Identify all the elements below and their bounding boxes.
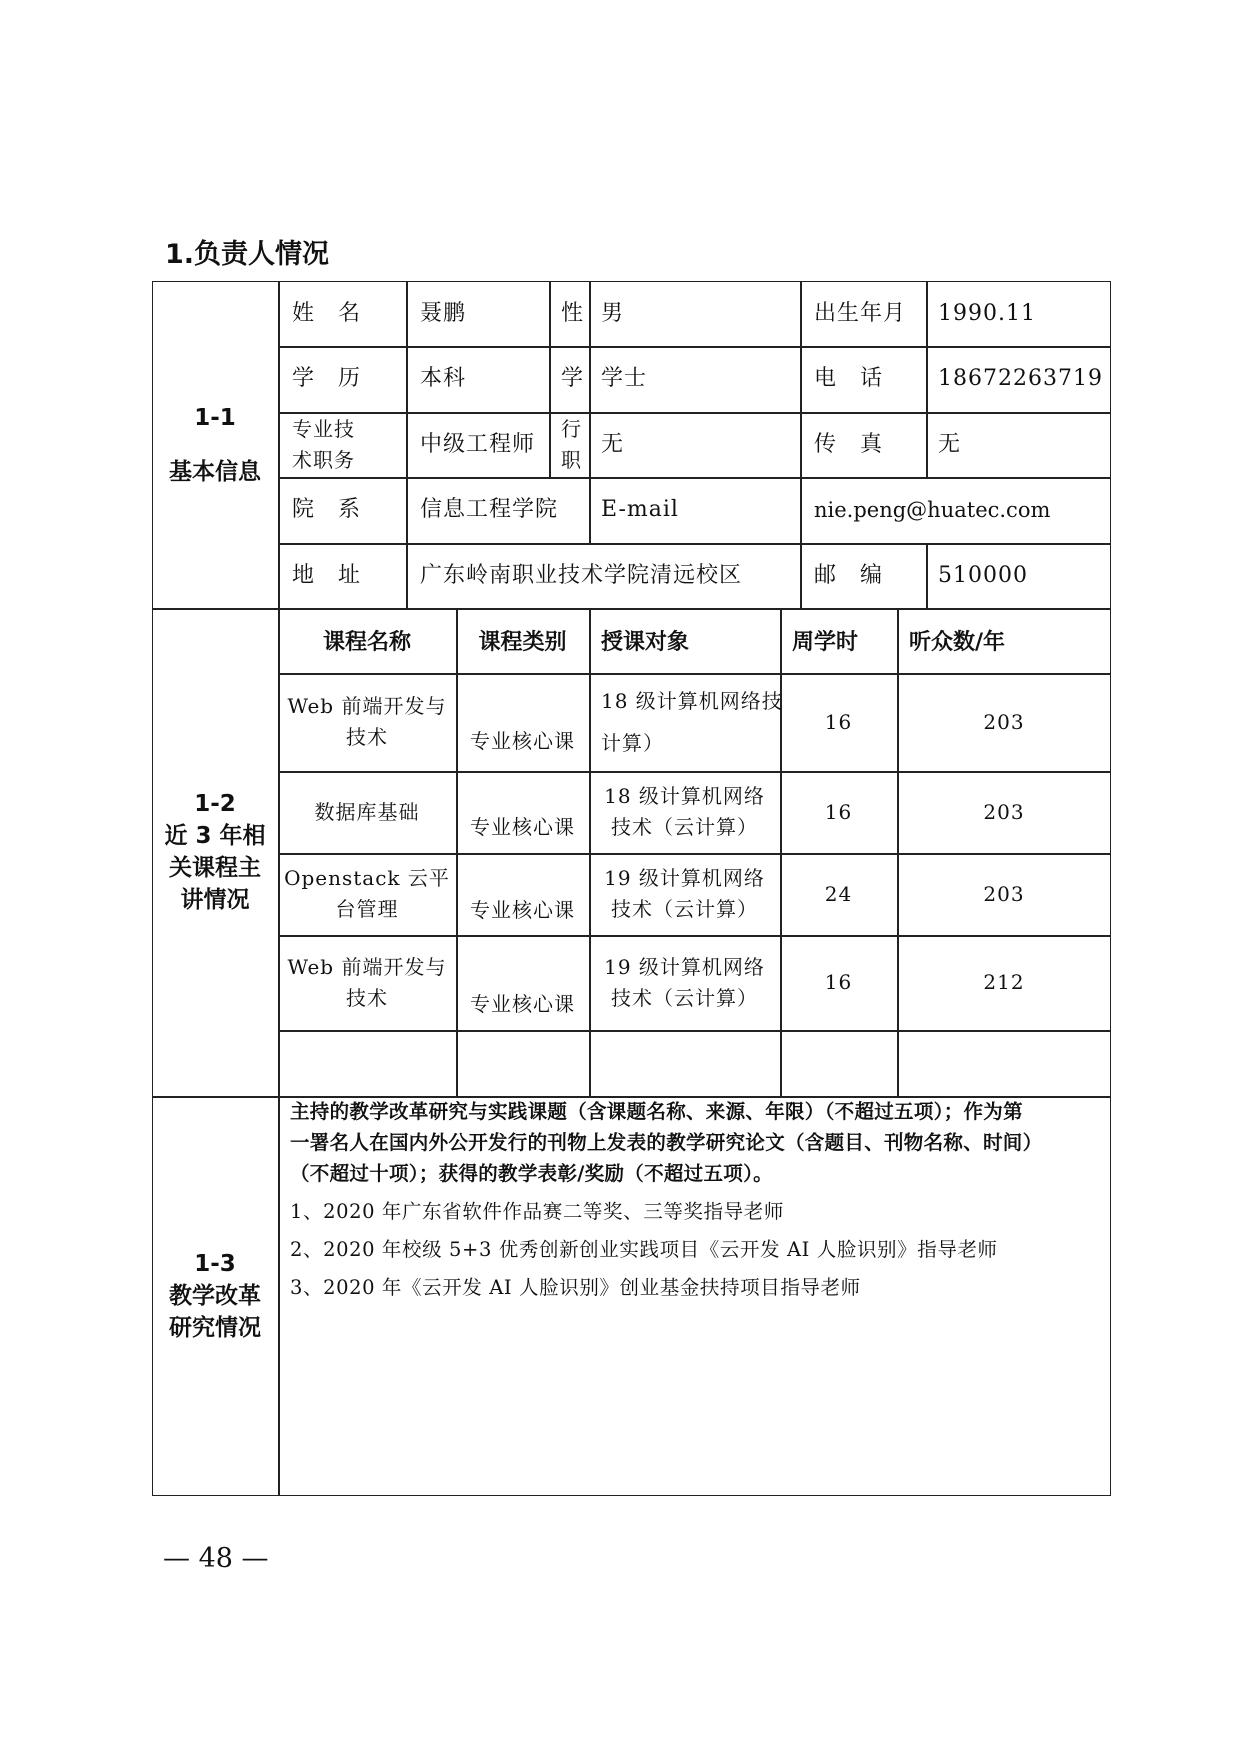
col-header-hours: 周学时 [792,630,859,655]
course-target-line: 技术（云计算） [611,985,758,1010]
label-text: 基本信息 [169,458,261,485]
name-value: 聂鹏 [420,300,467,326]
edu-label: 学 历 [292,366,362,391]
course-hours: 16 [824,799,853,824]
table-row [278,935,456,1030]
label-number: 1-1 [194,404,236,431]
course-category: 专业核心课 [470,897,575,922]
course-name: Web 前端开发与 [287,954,447,979]
label-text: 关课程主 [169,855,261,881]
degree-value: 学士 [601,366,648,391]
addr-value: 广东岭南职业技术学院清远校区 [420,562,743,588]
section-reform-label [152,1096,278,1496]
course-target-line: 18 级计算机网络 [604,784,765,808]
course-category: 专业核心课 [470,991,575,1016]
col-header-category: 课程类别 [478,630,567,655]
course-name: 台管理 [335,897,399,921]
reform-item: 2、2020 年校级 5+3 优秀创新创业实践项目《云开发 AI 人脸识别》指导老师 [290,1238,998,1261]
divider [549,281,551,478]
course-target-line: 技术（云计算） [611,815,758,839]
divider [926,281,928,478]
course-target [589,771,780,853]
table-row [278,673,456,771]
section-courses-label [152,608,278,1096]
reform-item: 3、2020 年《云开发 AI 人脸识别》创业基金扶持项目指导老师 [290,1276,861,1299]
label-number: 1-2 [194,791,236,817]
divider [926,543,928,608]
divider [406,281,408,608]
email-label: E-mail [601,497,679,522]
label-text: 近 3 年相 [164,823,266,849]
course-target-line: 19 级计算机网络 [604,866,765,890]
title-value: 中级工程师 [420,431,536,457]
course-audience: 203 [983,709,1025,734]
addr-label: 地 址 [292,562,362,588]
course-name: 数据库基础 [314,799,420,824]
course-name: 技术 [346,725,388,749]
course-target [589,853,780,935]
fax-value: 无 [938,431,962,457]
course-target-line: 19 级计算机网络 [604,954,765,979]
name-label: 姓 名 [292,300,362,326]
course-category: 专业核心课 [470,728,575,753]
section-basic-label [152,281,278,608]
admin-value: 无 [601,431,625,457]
section-title: 1.负责人情况 [165,239,330,270]
course-target [601,673,783,771]
birth-label: 出生年月 [814,300,907,326]
divider [278,412,1111,414]
email-value: nie.peng@huatec.com [814,498,1051,522]
divider [278,1030,1111,1032]
gender-value: 男 [601,300,625,326]
col-header-course-name: 课程名称 [322,630,411,655]
zip-value: 510000 [938,562,1028,588]
admin-label-line: 行 [561,416,582,441]
course-target-line: 18 级计算机网络技 [601,689,783,713]
table-row [278,853,456,935]
admin-label-line: 职 [561,447,582,472]
col-header-audience: 听众数/年 [909,630,1006,655]
course-target-line: 计算） [601,731,664,755]
reform-instructions [290,1096,1112,1189]
label-text: 研究情况 [169,1315,261,1341]
course-audience: 203 [983,799,1025,824]
course-target [589,935,780,1030]
title-label-line: 术职务 [292,447,355,472]
edu-value: 本科 [420,366,467,391]
divider [589,281,591,543]
col-header-target: 授课对象 [601,630,690,655]
birth-value: 1990.11 [938,300,1036,326]
label-text: 讲情况 [180,887,250,913]
table-row [278,771,456,853]
course-audience: 203 [983,881,1025,906]
course-name: Openstack 云平 [284,866,450,890]
course-target-line: 技术（云计算） [611,897,758,921]
page-number: — 48 — [163,1543,269,1574]
course-name: 技术 [346,985,388,1010]
course-hours: 16 [824,709,853,734]
phone-label: 电 话 [814,366,884,391]
reform-instructions-line: 主持的教学改革研究与实践课题（含课题名称、来源、年限）（不超过五项）；作为第 [290,1100,1023,1123]
reform-item: 1、2020 年广东省软件作品赛二等奖、三等奖指导老师 [290,1200,784,1223]
phone-value: 18672263719 [938,366,1103,391]
title-label-line: 专业技 [292,416,355,441]
title-label [292,412,355,477]
label-number: 1-3 [194,1251,236,1277]
reform-instructions-line: （不超过十项）；获得的教学表彰/奖励（不超过五项）。 [290,1162,773,1185]
gender-label: 性 [561,300,585,326]
course-hours: 24 [824,881,853,906]
course-name: Web 前端开发与 [287,694,447,718]
fax-label: 传 真 [814,431,884,457]
course-hours: 16 [824,970,853,994]
label-text: 教学改革 [169,1283,261,1309]
divider [800,281,802,608]
course-audience: 212 [983,970,1025,994]
course-category: 专业核心课 [470,814,575,839]
zip-label: 邮 编 [814,562,884,588]
degree-label: 学 [561,366,585,391]
dept-label: 院 系 [292,497,362,522]
admin-label [561,412,582,477]
reform-instructions-line: 一署名人在国内外公开发行的刊物上发表的教学研究论文（含题目、刊物名称、时间） [290,1131,1043,1154]
dept-value: 信息工程学院 [420,497,559,522]
